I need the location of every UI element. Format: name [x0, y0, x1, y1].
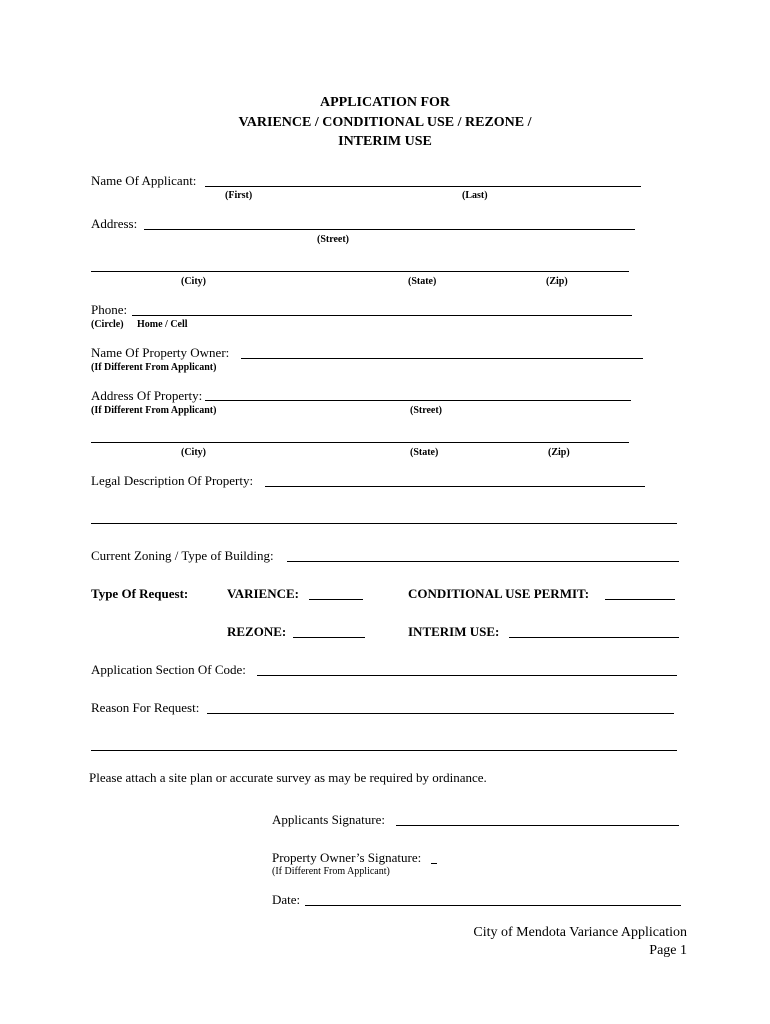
- property-city-state-zip-field[interactable]: [91, 442, 629, 443]
- phone-label: Phone:: [91, 302, 128, 317]
- conditional-use-permit-field[interactable]: [605, 599, 675, 600]
- date-label: Date:: [272, 892, 301, 907]
- applicant-zip-hint: (Zip): [546, 276, 568, 287]
- reason-field[interactable]: [207, 713, 674, 714]
- page-number: Page 1: [649, 943, 687, 958]
- owner-signature-field[interactable]: [431, 863, 437, 864]
- phone-field[interactable]: [132, 315, 632, 316]
- property-zip-hint: (Zip): [548, 447, 570, 458]
- rezone-field[interactable]: [293, 637, 365, 638]
- home-cell-hint: Home / Cell: [137, 319, 188, 330]
- interim-use-field[interactable]: [509, 637, 679, 638]
- current-zoning-field[interactable]: [287, 561, 679, 562]
- conditional-use-permit-label: CONDITIONAL USE PERMIT:: [408, 586, 590, 601]
- last-name-hint: (Last): [462, 190, 488, 201]
- applicant-street-field[interactable]: [144, 229, 635, 230]
- property-address-label: Address Of Property:: [91, 388, 203, 403]
- applicant-street-hint: (Street): [317, 234, 350, 245]
- applicant-name-field[interactable]: [205, 186, 641, 187]
- owner-name-label: Name Of Property Owner:: [91, 345, 230, 360]
- legal-description-field[interactable]: [265, 486, 645, 487]
- site-plan-notice: Please attach a site plan or accurate survey as may be required by ordinance.: [89, 770, 487, 785]
- interim-use-label: INTERIM USE:: [408, 624, 500, 639]
- applicant-city-hint: (City): [181, 276, 206, 287]
- legal-description-field-2[interactable]: [91, 523, 677, 524]
- form-title-line3: INTERIM USE: [338, 134, 432, 149]
- owner-name-field[interactable]: [241, 358, 643, 359]
- applicant-city-state-zip-field[interactable]: [91, 271, 629, 272]
- property-address-hint: (If Different From Applicant): [91, 405, 217, 416]
- applicant-state-hint: (State): [408, 276, 437, 287]
- reason-label: Reason For Request:: [91, 700, 200, 715]
- section-of-code-field[interactable]: [257, 675, 677, 676]
- form-title-line2: VARIENCE / CONDITIONAL USE / REZONE /: [238, 115, 532, 130]
- property-city-hint: (City): [181, 447, 206, 458]
- form-title-line1: APPLICATION FOR: [319, 95, 451, 110]
- rezone-label: REZONE:: [227, 624, 287, 639]
- reason-field-2[interactable]: [91, 750, 677, 751]
- applicant-signature-field[interactable]: [396, 825, 679, 826]
- applicant-address-label: Address:: [91, 216, 138, 231]
- property-street-hint: (Street): [410, 405, 443, 416]
- owner-signature-hint: (If Different From Applicant): [272, 866, 390, 877]
- applicant-name-label: Name Of Applicant:: [91, 173, 197, 188]
- footer-title: City of Mendota Variance Application: [473, 925, 687, 940]
- section-of-code-label: Application Section Of Code:: [91, 662, 246, 677]
- current-zoning-label: Current Zoning / Type of Building:: [91, 548, 274, 563]
- property-street-field[interactable]: [205, 400, 631, 401]
- owner-name-hint: (If Different From Applicant): [91, 362, 217, 373]
- first-name-hint: (First): [225, 190, 253, 201]
- date-field[interactable]: [305, 905, 681, 906]
- varience-field[interactable]: [309, 599, 363, 600]
- legal-description-label: Legal Description Of Property:: [91, 473, 254, 488]
- varience-label: VARIENCE:: [227, 586, 299, 601]
- applicant-signature-label: Applicants Signature:: [272, 812, 386, 827]
- owner-signature-label: Property Owner’s Signature:: [272, 850, 422, 865]
- type-of-request-label: Type Of Request:: [91, 586, 189, 601]
- circle-hint: (Circle): [91, 319, 124, 330]
- property-state-hint: (State): [410, 447, 439, 458]
